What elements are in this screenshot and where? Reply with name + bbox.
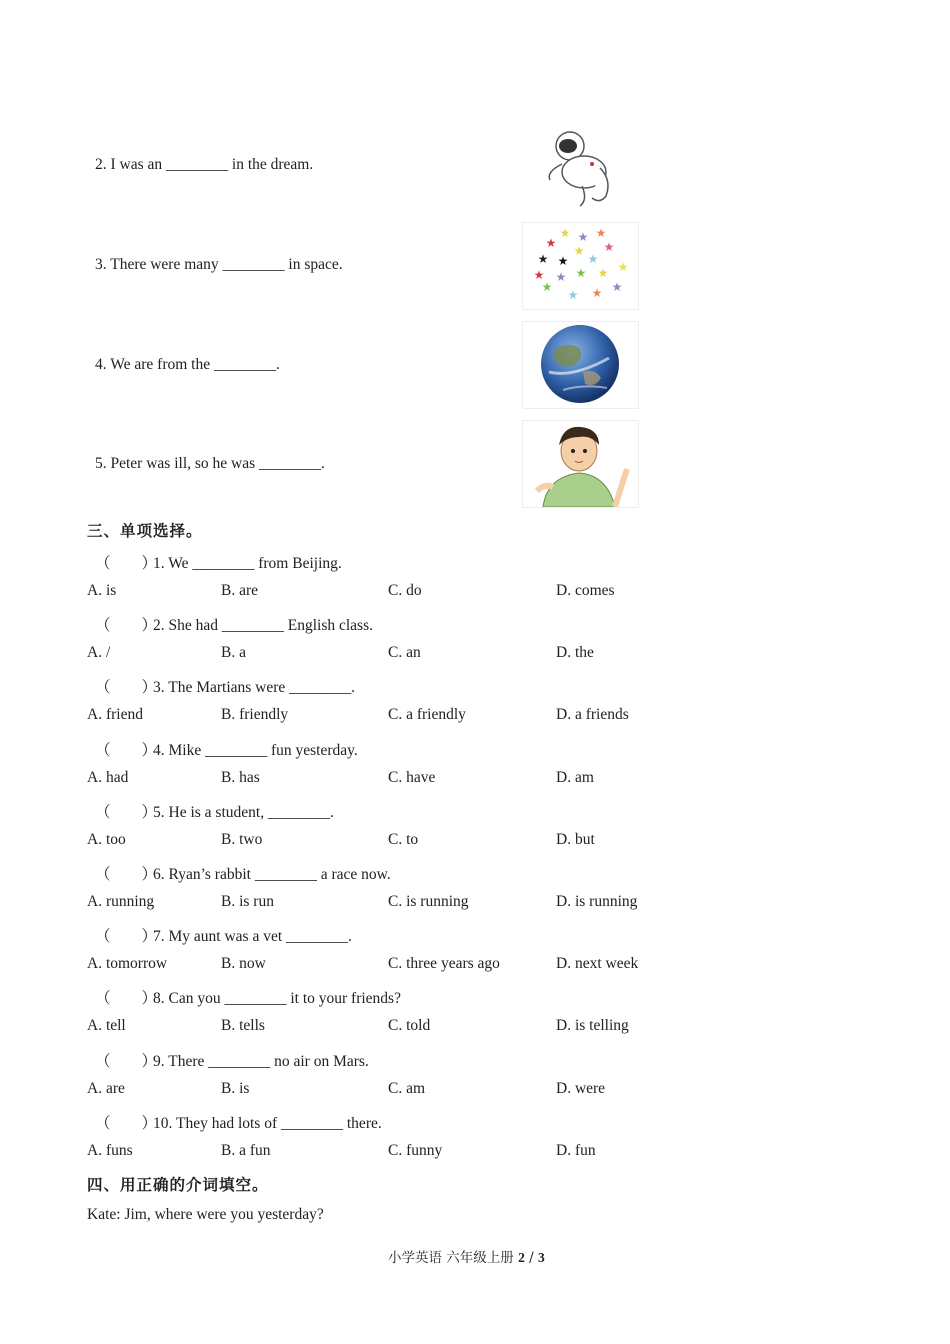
footer-total: 3 [537, 1250, 545, 1265]
answer-parentheses[interactable]: （ ） [95, 742, 158, 759]
answer-parentheses[interactable]: （ ） [95, 1115, 158, 1132]
question-text: 4. Mike ________ fun yesterday. [153, 742, 358, 759]
mcq-10-option-a: A. funs [87, 1142, 133, 1159]
svg-text:★: ★ [567, 288, 579, 302]
mcq-1-option-b: B. are [221, 582, 259, 599]
astronaut-image [522, 124, 637, 210]
mcq-9-option-b: B. is [221, 1080, 250, 1097]
question-text: 10. They had lots of ________ there. [153, 1115, 382, 1132]
mcq-7-option-b: B. now [221, 955, 266, 972]
mcq-4-option-b: B. has [221, 769, 260, 786]
question-text: 3. The Martians were ________. [153, 679, 356, 696]
mcq-6-option-d: D. is running [556, 893, 638, 910]
answer-parentheses[interactable]: （ ） [95, 990, 158, 1007]
mcq-1-option-c: C. do [388, 582, 422, 599]
mcq-3-option-b: B. friendly [221, 706, 289, 723]
mcq-5-option-c: C. to [388, 831, 419, 848]
mcq-4-option-c: C. have [388, 769, 436, 786]
mcq-4-option-a: A. had [87, 769, 129, 786]
svg-text:★: ★ [591, 286, 603, 300]
mcq-5-option-d: D. but [556, 831, 595, 848]
svg-text:★: ★ [559, 226, 571, 240]
svg-text:★: ★ [575, 266, 587, 280]
footer-label: 小学英语 六年级上册 [388, 1250, 519, 1266]
footer-page: 2 [518, 1250, 525, 1265]
mcq-question-4 [95, 738, 358, 760]
answer-parentheses[interactable]: （ ） [95, 866, 158, 883]
question-text: 7. My aunt was a vet ________. [153, 928, 352, 945]
fill-question-4: 4. We are from the ________. [95, 356, 280, 373]
svg-text:★: ★ [617, 260, 629, 274]
svg-text:★: ★ [595, 226, 607, 240]
mcq-6-option-a: A. running [87, 893, 155, 910]
svg-text:★: ★ [587, 252, 599, 266]
svg-text:★: ★ [597, 266, 609, 280]
mcq-4-option-d: D. am [556, 769, 594, 786]
mcq-3-option-a: A. friend [87, 706, 143, 723]
mcq-question-9 [95, 1049, 369, 1071]
question-text: 8. Can you ________ it to your friends? [153, 990, 401, 1007]
mcq-8-option-b: B. tells [221, 1017, 265, 1034]
svg-text:★: ★ [611, 280, 623, 294]
answer-parentheses[interactable]: （ ） [95, 1053, 158, 1070]
section4-title: 四、用正确的介词填空。 [87, 1176, 269, 1194]
svg-text:★: ★ [537, 252, 549, 266]
mcq-7-option-d: D. next week [556, 955, 639, 972]
mcq-question-2 [95, 613, 373, 635]
mcq-1-option-d: D. comes [556, 582, 615, 599]
mcq-2-option-c: C. an [388, 644, 421, 661]
page-footer [388, 1246, 545, 1266]
mcq-question-8 [95, 986, 401, 1008]
mcq-5-option-a: A. too [87, 831, 126, 848]
fill-question-5: 5. Peter was ill, so he was ________. [95, 455, 325, 472]
mcq-8-option-d: D. is telling [556, 1017, 629, 1034]
fill-question-2: 2. I was an ________ in the dream. [95, 156, 314, 173]
question-text: 9. There ________ no air on Mars. [153, 1053, 369, 1070]
mcq-10-option-d: D. fun [556, 1142, 596, 1159]
mcq-2-option-d: D. the [556, 644, 594, 661]
answer-parentheses[interactable]: （ ） [95, 679, 158, 696]
footer-sep: / [524, 1250, 538, 1266]
mcq-9-option-d: D. were [556, 1080, 606, 1097]
svg-text:★: ★ [533, 268, 545, 282]
mcq-2-option-a: A. / [87, 644, 111, 661]
question-text: 6. Ryan’s rabbit ________ a race now. [153, 866, 391, 883]
mcq-6-option-c: C. is running [388, 893, 469, 910]
mcq-8-option-c: C. told [388, 1017, 431, 1034]
mcq-question-6 [95, 862, 391, 884]
mcq-question-7 [95, 924, 352, 946]
svg-text:★: ★ [573, 244, 585, 258]
mcq-question-10 [95, 1111, 382, 1133]
sick-boy-image [522, 420, 639, 508]
stars-image [522, 222, 639, 310]
svg-text:★: ★ [545, 236, 557, 250]
mcq-8-option-a: A. tell [87, 1017, 126, 1034]
mcq-10-option-c: C. funny [388, 1142, 443, 1159]
mcq-6-option-b: B. is run [221, 893, 274, 910]
mcq-10-option-b: B. a fun [221, 1142, 271, 1159]
question-text: 1. We ________ from Beijing. [153, 555, 342, 572]
answer-parentheses[interactable]: （ ） [95, 804, 158, 821]
earth-image [522, 321, 639, 409]
mcq-1-option-a: A. is [87, 582, 117, 599]
mcq-9-option-c: C. am [388, 1080, 426, 1097]
question-text: 2. She had ________ English class. [153, 617, 373, 634]
mcq-question-3 [95, 675, 355, 697]
mcq-3-option-d: D. a friends [556, 706, 629, 723]
mcq-9-option-a: A. are [87, 1080, 125, 1097]
svg-text:★: ★ [557, 254, 569, 268]
answer-parentheses[interactable]: （ ） [95, 555, 158, 572]
mcq-question-1 [95, 551, 342, 573]
section3-title: 三、单项选择。 [87, 522, 203, 540]
mcq-5-option-b: B. two [221, 831, 263, 848]
svg-text:★: ★ [577, 230, 589, 244]
mcq-3-option-c: C. a friendly [388, 706, 466, 723]
answer-parentheses[interactable]: （ ） [95, 617, 158, 634]
mcq-7-option-c: C. three years ago [388, 955, 500, 972]
answer-parentheses[interactable]: （ ） [95, 928, 158, 945]
svg-text:★: ★ [541, 280, 553, 294]
svg-text:★: ★ [603, 240, 615, 254]
fill-question-3: 3. There were many ________ in space. [95, 256, 343, 273]
mcq-7-option-a: A. tomorrow [87, 955, 168, 972]
question-text: 5. He is a student, ________. [153, 804, 334, 821]
section4-line-1: Kate: Jim, where were you yesterday? [87, 1206, 324, 1223]
mcq-question-5 [95, 800, 334, 822]
mcq-2-option-b: B. a [221, 644, 246, 661]
svg-text:★: ★ [555, 270, 567, 284]
